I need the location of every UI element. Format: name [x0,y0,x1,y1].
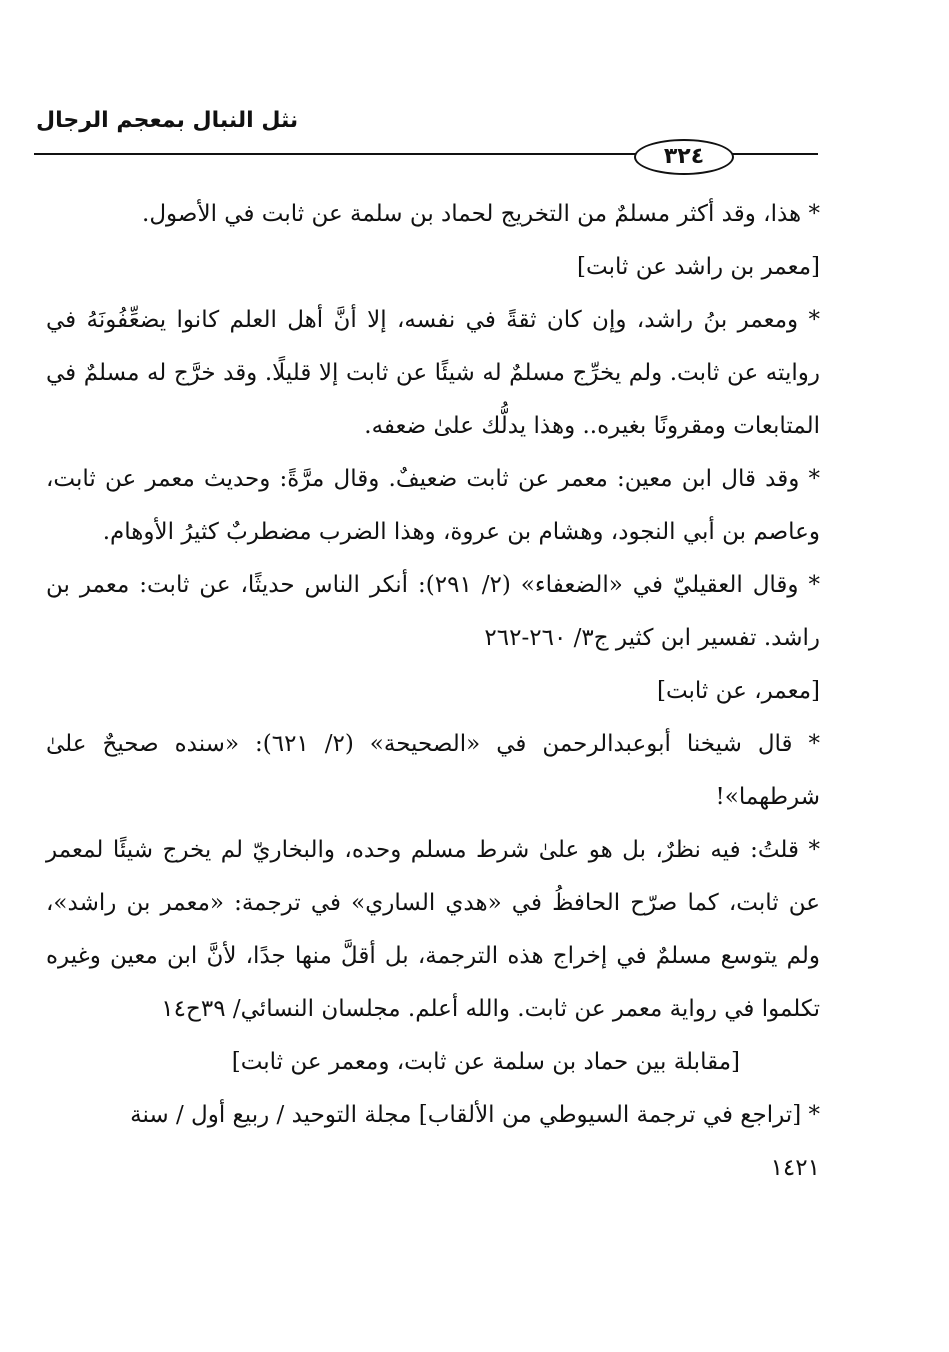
page-number-badge: ٣٢٤ [634,139,734,175]
section-heading-comparison: [مقابلة بين حماد بن سلمة عن ثابت، ومعمر عن ثابت] [231,1049,740,1075]
paragraph-mamar-weakness: * ومعمر بنُ راشد، وإن كان ثقةً في نفسه، إلا أنَّ أهل العلم كانوا يضعِّفُونَهُ في روايته عن ثابت. ولم يخرِّج مسلمٌ له شيئًا عن ثابت إلا قليلًا. وقد خرَّج له مسلمٌ في المتابعات ومقرونًا بغيره.. وهذا يدلُّك علىٰ ضعفه. [46,307,820,439]
running-header-title: نثل النبال بمعجم الرجال [36,108,299,133]
page-body [46,188,820,1195]
paragraph-year: ١٤٢١ [770,1155,820,1181]
paragraph-author-comment: * قلتُ: فيه نظرٌ، بل هو علىٰ شرط مسلم وحده، والبخاريّ لم يخرج شيئًا لمعمر عن ثابت، كما صرّح الحافظُ في «هدي الساري» في ترجمة: «معمر بن راشد»، ولم يتوسع مسلمٌ في إخراج هذه الترجمة، بل أقلَّ منها جدًا، لأنَّ ابن معين وغيره تكلموا في رواية معمر عن ثابت. والله أعلم. مجلسان النسائي/ ٣٩ح١٤ [46,837,820,1022]
paragraph-ibn-main: * وقد قال ابن معين: معمر عن ثابت ضعيفٌ. وقال مرَّةً: وحديث معمر عن ثابت، وعاصم بن أبي النجود، وهشام بن عروة، وهذا الضرب مضطربٌ كثيرُ الأوهام. [46,466,820,545]
section-heading-mamar-an-thabit: [معمر، عن ثابت] [656,678,820,704]
section-heading-mamar-thabit: [معمر بن راشد عن ثابت] [577,254,820,280]
paragraph-sahiha: * قال شيخنا أبوعبدالرحمن في «الصحيحة» (٢/ ٦٢١): «سنده صحيحٌ علىٰ شرطهما»! [46,731,821,810]
paragraph-suyuti-retraction: * [تراجع في ترجمة السيوطي من الألقاب] مجلة التوحيد / ربيع أول / سنة [130,1102,820,1128]
paragraph-uqayli: * وقال العقيليّ في «الضعفاء» (٢/ ٢٩١): أنكر الناس حديثًا، عن ثابت: معمر بن راشد. تفسير ابن كثير ج٣/ ٢٦٠-٢٦٢ [46,572,820,651]
paragraph-hammad-usul: * هذا، وقد أكثر مسلمٌ من التخريج لحماد بن سلمة عن ثابت في الأصول. [142,201,820,227]
